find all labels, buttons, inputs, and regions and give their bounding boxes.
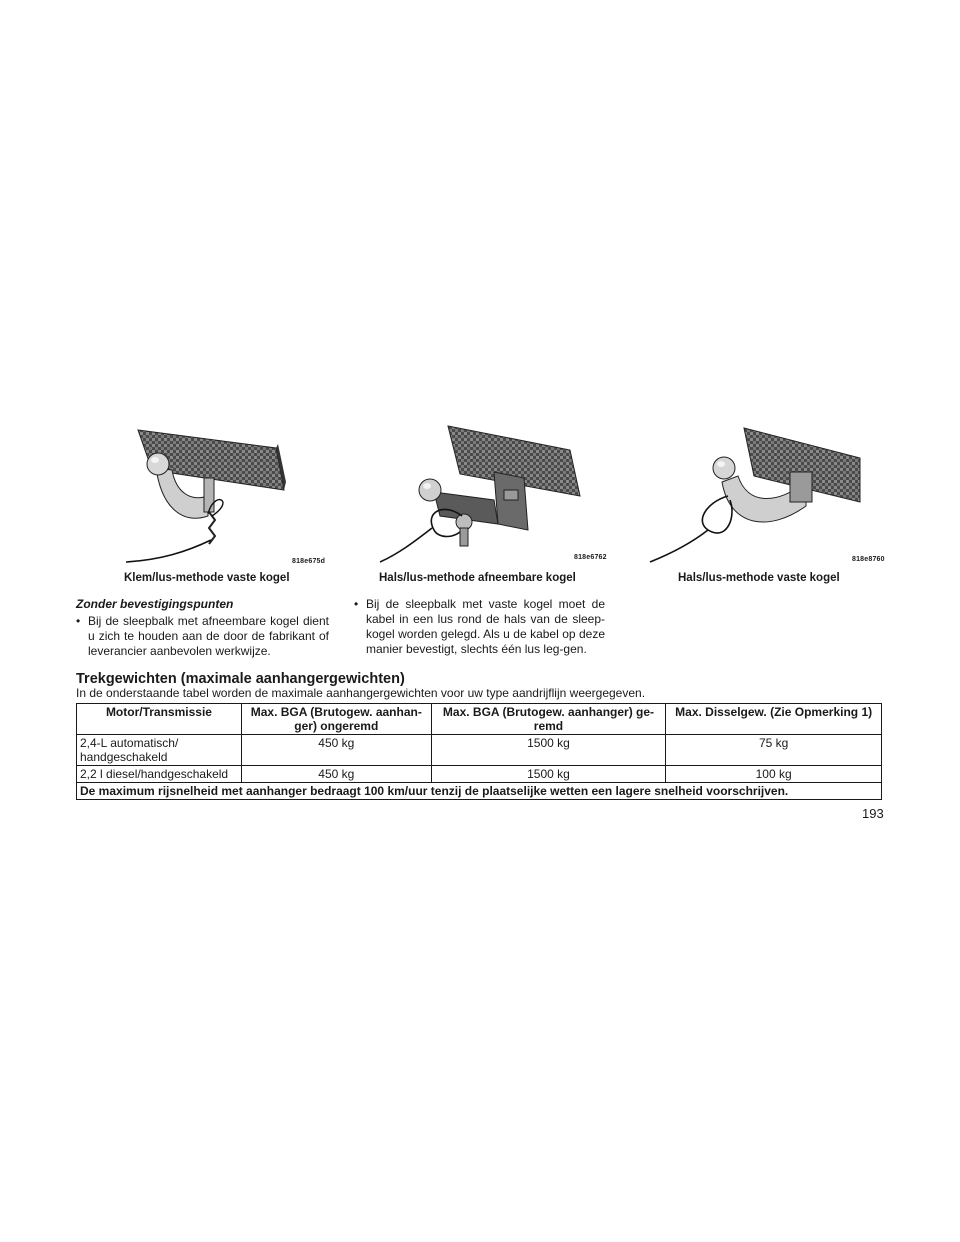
figure-caption: Hals/lus-methode afneembare kogel <box>379 572 576 584</box>
figure-code: 818e6762 <box>574 554 607 561</box>
table-cell: 1500 kg <box>431 735 666 766</box>
figure-fixed-neck <box>630 420 890 570</box>
figure-caption: Klem/lus-methode vaste kogel <box>124 572 290 584</box>
header-cell: Motor/Transmissie <box>77 704 242 735</box>
table-cell: 2,2 l diesel/handgeschakeld <box>77 766 242 783</box>
table-row <box>77 766 882 783</box>
bullet-mark: • <box>354 597 359 611</box>
bullet-text: Bij de sleepbalk met vaste kogel moet de kabel in een lus rond de hals van de sleep-kogel worden gelegd. Als u de kabel op deze manier bevestigt, slechts één lus leg-gen. <box>366 597 605 656</box>
tow-hitch-neck-illustration <box>630 420 890 570</box>
figure-fixed-clamp <box>116 420 376 570</box>
table-cell: 1500 kg <box>431 766 666 783</box>
table-cell: 450 kg <box>241 735 431 766</box>
table-row <box>77 735 882 766</box>
header-cell: Max. Disselgew. (Zie Opmerking 1) <box>666 704 882 735</box>
table-header-row <box>77 704 882 735</box>
header-cell: Max. BGA (Brutogew. aanhanger) ge-remd <box>431 704 666 735</box>
table-cell: 75 kg <box>666 735 882 766</box>
table-cell: 100 kg <box>666 766 882 783</box>
figure-code: 818e8760 <box>852 556 885 563</box>
subheading: Zonder bevestigingspunten <box>76 597 234 611</box>
tow-hitch-clamp-illustration <box>116 420 376 570</box>
bullet-text: Bij de sleepbalk met afneembare kogel dient u zich te houden aan de door de fabrikant of leverancier aanbevolen werkwijze. <box>88 614 329 658</box>
table-cell: 2,4-L automatisch/ handgeschakeld <box>77 735 242 766</box>
table-note-row <box>77 783 882 800</box>
bullet-item <box>76 614 329 659</box>
section-intro: In de onderstaande tabel worden de maximale aanhangergewichten voor uw type aandrijflijn weergegeven. <box>76 686 646 700</box>
table-note: De maximum rijsnelheid met aanhanger bedraagt 100 km/uur tenzij de plaatselijke wetten een lagere snelheid voorschrijven. <box>77 783 882 800</box>
section-heading: Trekgewichten (maximale aanhangergewichten) <box>76 671 405 687</box>
header-cell: Max. BGA (Brutogew. aanhan-ger) ongeremd <box>241 704 431 735</box>
figure-code: 818e675d <box>292 558 326 565</box>
tow-hitch-detachable-illustration <box>374 420 634 570</box>
figure-caption: Hals/lus-methode vaste kogel <box>678 572 840 584</box>
bullet-mark: • <box>76 614 81 628</box>
table-cell: 450 kg <box>241 766 431 783</box>
towing-weights-table <box>76 703 882 800</box>
figure-detachable-neck <box>374 420 634 570</box>
bullet-item <box>354 597 605 657</box>
page-number: 193 <box>862 806 884 821</box>
